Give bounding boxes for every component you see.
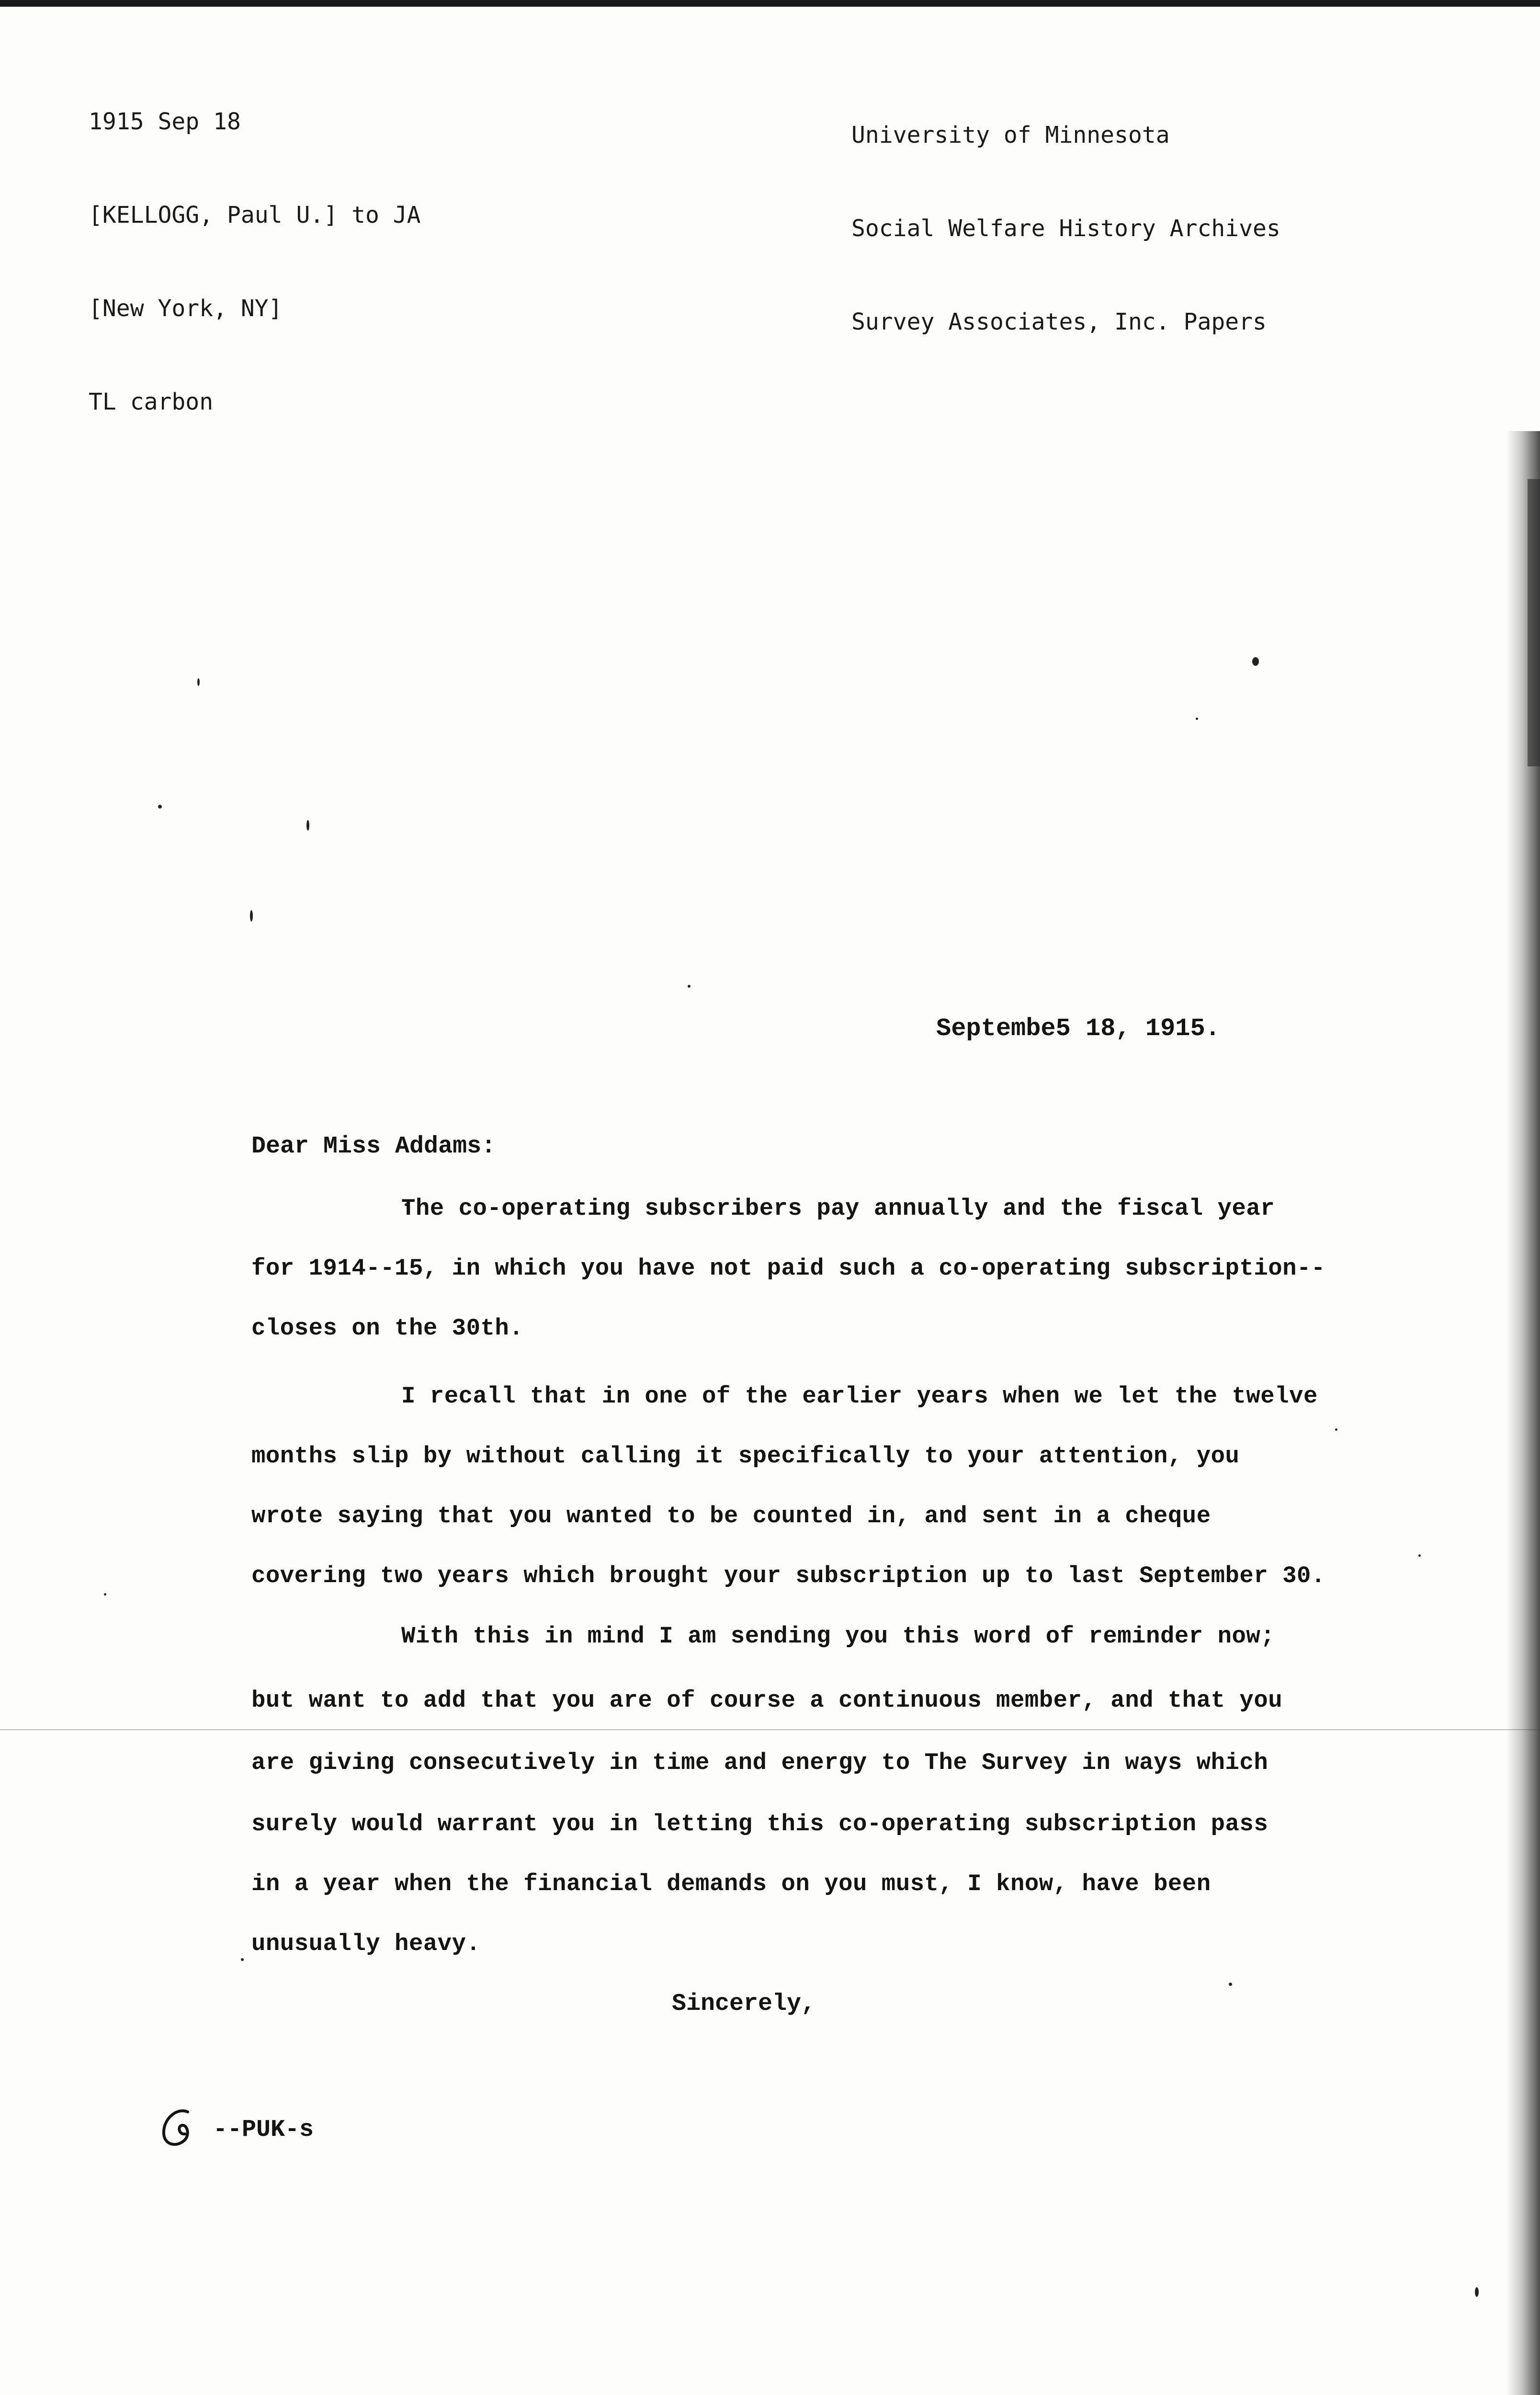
typist-initials: --PUK-s [213,2116,314,2144]
letter-body-line: covering two years which brought your subscription up to last September 30. [251,1562,1325,1589]
paper-fold-line [0,1729,1540,1730]
scan-speck [1196,718,1198,720]
archive-source-institution: University of Minnesota [851,122,1170,148]
letter-body-line: closes on the 30th. [251,1315,524,1342]
scan-speck [250,910,253,922]
scan-speck [1229,1983,1232,1986]
letter-body-line: but want to add that you are of course a continuous member, and that you [251,1687,1283,1714]
scan-top-border [0,0,1540,7]
letter-body-line: months slip by without calling it specifically to your attention, you [251,1443,1240,1470]
letter-body-line: for 1914--15, in which you have not paid such a co-operating subscription-- [251,1255,1325,1282]
archive-metadata [89,44,421,480]
letter-body-line: unusually heavy. [251,1930,481,1957]
scan-speck [104,1593,106,1596]
letter-body-line: surely would warrant you in letting this co-operating subscription pass [251,1811,1268,1837]
archive-source [851,57,1280,400]
scan-speck [1418,1554,1421,1557]
handwritten-check-mark [158,2105,201,2151]
scan-right-edge-dark [1528,479,1540,766]
letter-salutation: Dear Miss Addams: [251,1133,496,1160]
scan-speck [688,985,691,988]
archive-meta-date: 1915 Sep 18 [89,108,241,135]
archive-source-papers: Survey Associates, Inc. Papers [851,308,1267,335]
letter-body-line: are giving consecutively in time and energy to The Survey in ways which [251,1749,1268,1776]
letter-body-line: I recall that in one of the earlier years when we let the twelve [401,1383,1318,1410]
scan-speck [1475,2287,1479,2297]
scan-speck [306,820,309,831]
scan-speck [1335,1428,1337,1431]
scan-speck [1252,657,1259,666]
letter-body-line: wrote saying that you wanted to be counted in, and sent in a cheque [251,1503,1211,1529]
letter-body-line: in a year when the financial demands on you must, I know, have been [251,1870,1211,1897]
letter-body-line: The co-operating subscribers pay annually and the fiscal year [401,1195,1275,1222]
letter-body-line: With this in mind I am sending you this word of reminder now; [401,1623,1275,1650]
letter-date: Septembe5 18, 1915. [936,1015,1220,1043]
archive-meta-correspondents: [KELLOGG, Paul U.] to JA [89,202,421,228]
scan-speck [158,805,162,809]
archive-meta-type: TL carbon [89,388,214,415]
archive-meta-place: [New York, NY] [89,295,283,322]
letter-closing: Sincerely, [672,1990,816,2018]
scan-speck [241,1958,244,1961]
archive-source-collection: Social Welfare History Archives [851,215,1280,242]
scan-speck [197,678,200,686]
